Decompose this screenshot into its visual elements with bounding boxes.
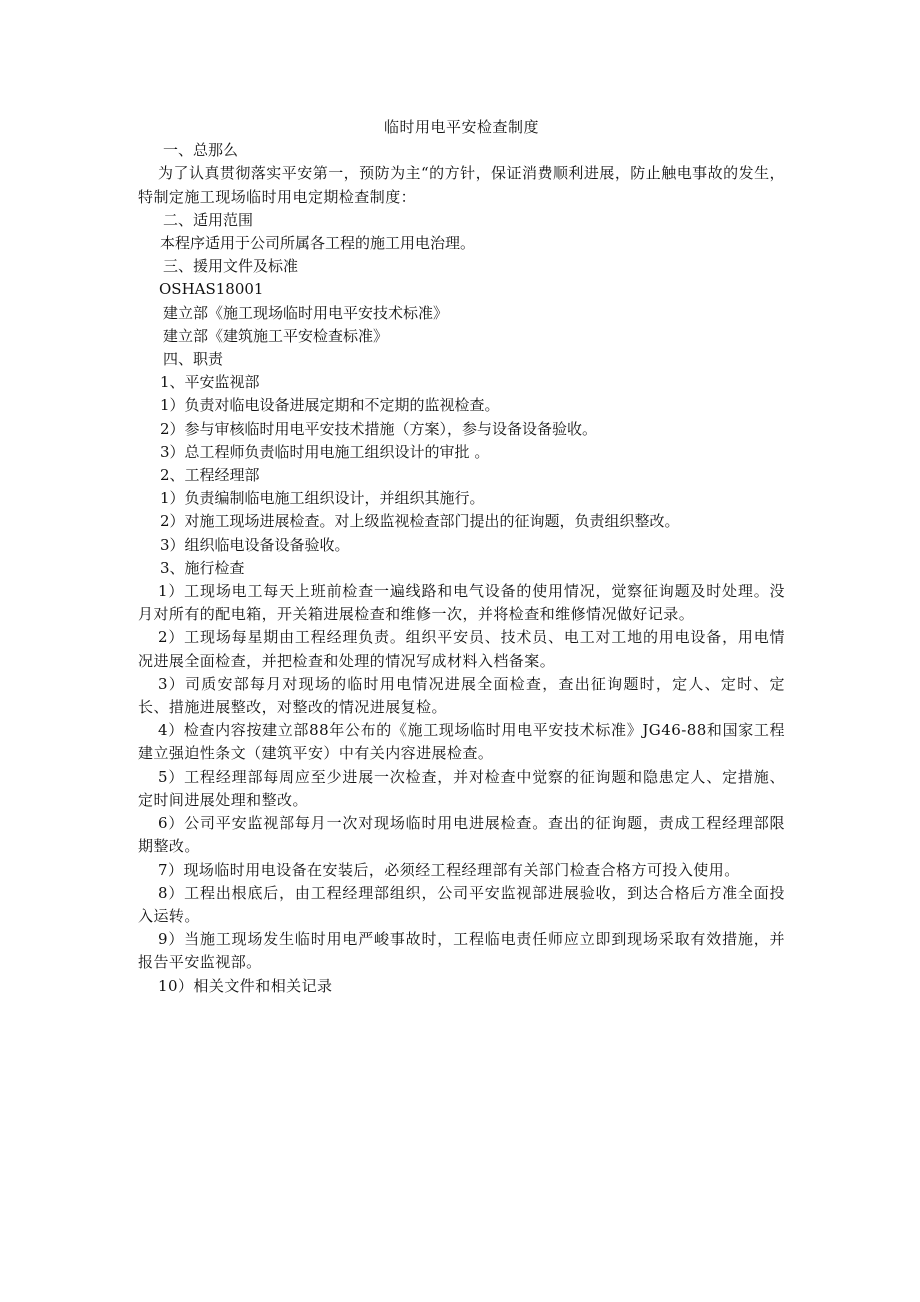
list-item: 10）相关文件和相关记录	[158, 976, 333, 995]
subsection-heading: 1、平安监视部	[160, 373, 260, 392]
list-item: 3）司质安部每月对现场的临时用电情况进展全面检查，查出征询题时，定人、定时、定长、措施进展整改，对整改的情况进展复检。	[138, 674, 785, 717]
subsection-heading: 3、施行检查	[160, 558, 245, 577]
list-item: 9）当施工现场发生临时用电严峻事故时，工程临电责任师应立即到现场采取有效措施，并报告平安监视部。	[138, 930, 785, 972]
reference-item: 建立部《建筑施工平安检查标准》	[163, 326, 389, 345]
list-item: 7）现场临时用电设备在安装后，必须经工程经理部有关部门检查合格方可投入使用。	[158, 860, 740, 879]
section-body-scope: 本程序适用于公司所属各工程的施工用电治理。	[160, 234, 476, 253]
list-item: 1）工现场电工每天上班前检查一遍线路和电气设备的使用情况，觉察征询题及时处理。没月对所有的配电箱，开关箱进展检查和维修一次，并将检查和维修情况做好记录。	[138, 582, 785, 624]
list-item: 8）工程出根底后，由工程经理部组织，公司平安监视部进展验收，到达合格后方准全面投入运转。	[138, 883, 785, 925]
subsection-heading: 2、工程经理部	[160, 466, 260, 485]
reference-item: OSHAS18001	[159, 280, 264, 299]
list-item: 1）负责对临电设备进展定期和不定期的监视检查。	[160, 396, 500, 415]
list-item: 3）总工程师负责临时用电施工组织设计的审批 。	[160, 442, 490, 461]
document-page	[138, 116, 785, 998]
list-item: 5）工程经理部每周应至少进展一次检查，并对检查中觉察的征询题和隐患定人、定措施、定时间进展处理和整改。	[138, 767, 785, 809]
list-item: 3）组织临电设备设备验收。	[160, 535, 350, 554]
reference-item: 建立部《施工现场临时用电平安技术标准》	[163, 303, 449, 322]
list-item: 2）参与审核临时用电平安技术措施（方案），参与设备设备验收。	[160, 419, 598, 438]
section-heading-responsibilities: 四、职责	[163, 350, 224, 369]
list-item: 4）检查内容按建立部88年公布的《施工现场临时用电平安技术标准》JG46-88和国家工程建立强迫性条文（建筑平安）中有关内容进展检查。	[138, 721, 785, 763]
section-body-general: 为了认真贯彻落实平安第一，预防为主“的方针，保证消费顺利进展，防止触电事故的发生，特制定施工现场临时用电定期检查制度：	[138, 164, 785, 206]
list-item: 2）对施工现场进展检查。对上级监视检查部门提出的征询题，负责组织整改。	[160, 512, 680, 531]
document-title: 临时用电平安检查制度	[383, 118, 539, 136]
section-heading-scope: 二、适用范围	[163, 210, 254, 229]
list-item: 1）负责编制临电施工组织设计，并组织其施行。	[160, 489, 485, 508]
section-heading-references: 三、援用文件及标准	[163, 257, 299, 276]
list-item: 2）工现场每星期由工程经理负责。组织平安员、技术员、电工对工地的用电设备，用电情况进展全面检查，并把检查和处理的情况写成材料入档备案。	[138, 628, 785, 670]
list-item: 6）公司平安监视部每月一次对现场临时用电进展检查。查出的征询题，责成工程经理部限期整改。	[138, 814, 785, 856]
section-heading-general: 一、总那么	[163, 141, 239, 160]
